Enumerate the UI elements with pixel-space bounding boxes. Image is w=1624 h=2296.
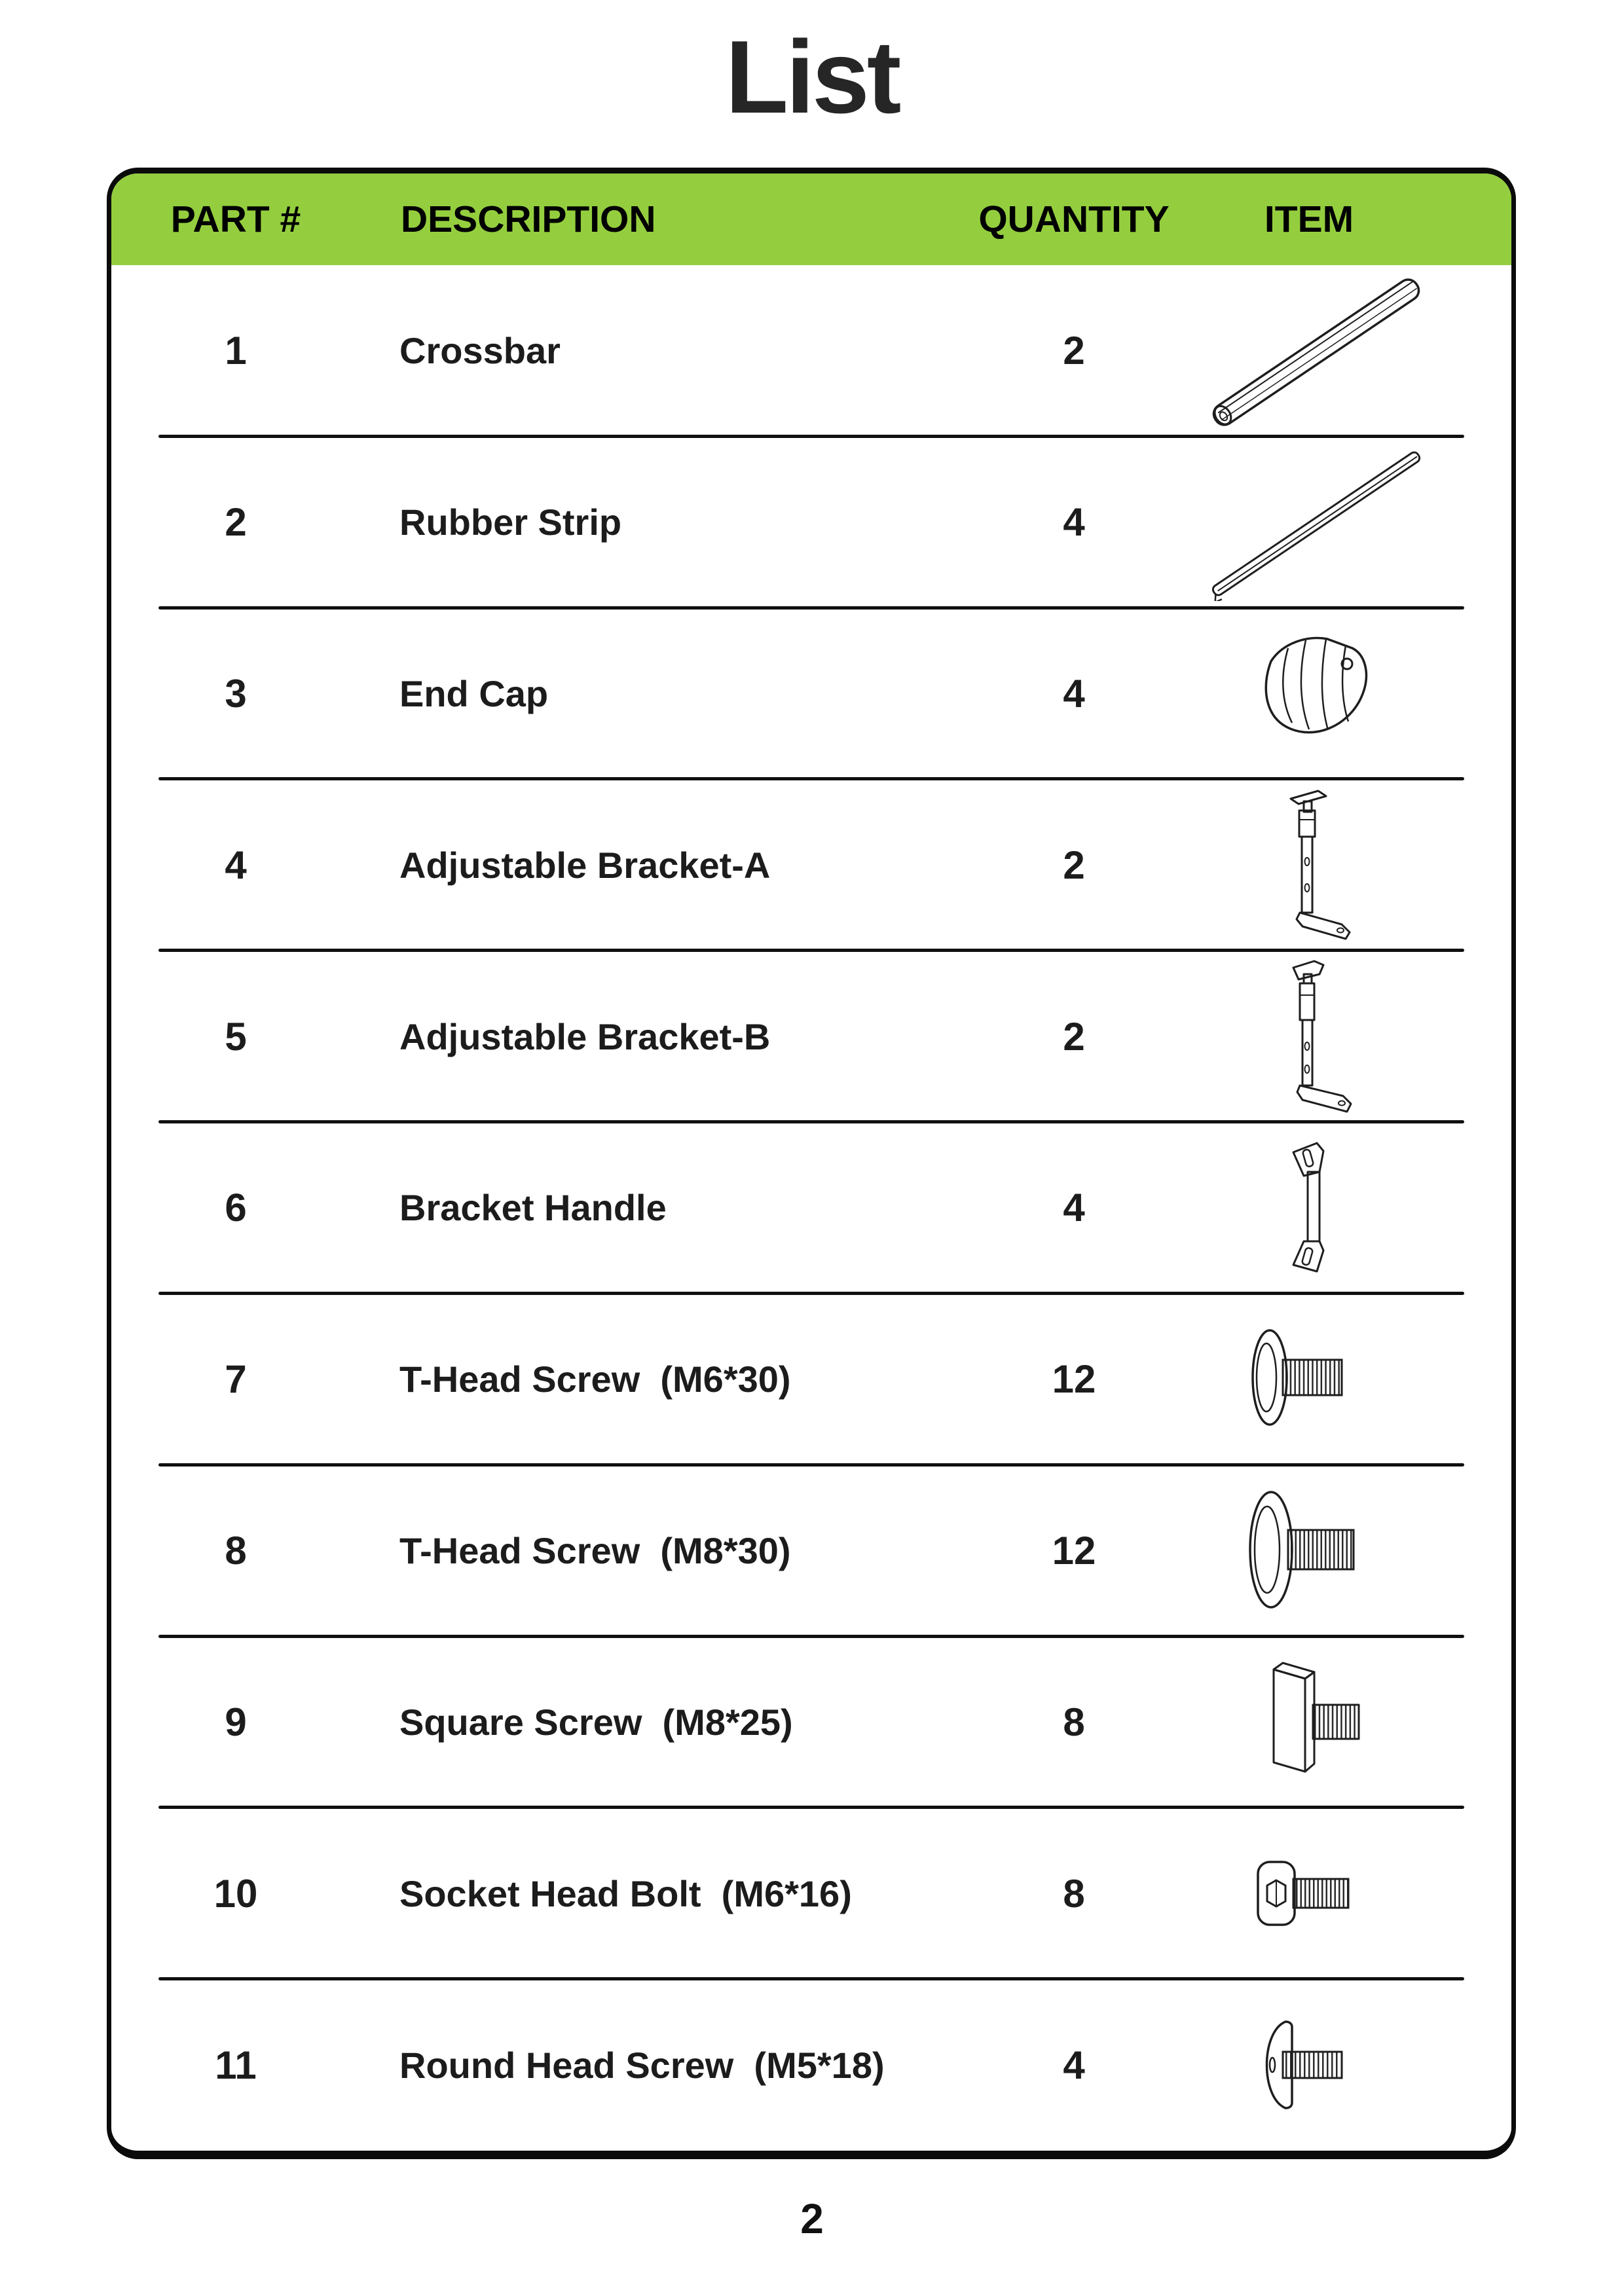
part-quantity: 8 <box>1063 1871 1085 1916</box>
part-number: 6 <box>225 1186 247 1230</box>
part-item-cell <box>1198 444 1516 601</box>
part-item-cell <box>1198 1986 1511 2143</box>
table-row <box>111 1465 1511 1637</box>
part-quantity: 8 <box>1063 1700 1085 1744</box>
part-item-cell <box>1198 955 1511 1118</box>
column-header-quantity: QUANTITY <box>978 198 1170 240</box>
part-quantity: 2 <box>1063 329 1085 373</box>
part-number: 8 <box>225 1529 247 1573</box>
parts-table <box>107 168 1516 2159</box>
part-item-cell <box>1198 1126 1511 1290</box>
part-item-cell <box>1198 1815 1511 1972</box>
column-header-description: DESCRIPTION <box>401 198 656 240</box>
part-number: 10 <box>213 1871 258 1916</box>
part-description: T-Head Screw (M8*30) <box>399 1530 791 1572</box>
t-head-screw-m8-image <box>1230 1472 1388 1630</box>
part-description: T-Head Screw (M6*30) <box>399 1358 791 1400</box>
part-quantity: 4 <box>1063 1186 1085 1230</box>
part-description: Adjustable Bracket-A <box>399 844 771 886</box>
part-item-cell <box>1198 272 1516 429</box>
part-description: Adjustable Bracket-B <box>399 1015 771 1057</box>
t-head-screw-m6-image <box>1230 1301 1388 1458</box>
part-quantity: 4 <box>1063 672 1085 716</box>
part-quantity: 4 <box>1063 2043 1085 2087</box>
part-description: Socket Head Bolt (M6*16) <box>399 1872 852 1914</box>
round-head-screw-image <box>1230 1986 1388 2143</box>
part-number: 5 <box>225 1014 247 1059</box>
part-quantity: 12 <box>1052 1529 1096 1573</box>
part-item-cell <box>1198 1472 1511 1630</box>
adjustable-bracket-b-image <box>1230 955 1388 1118</box>
table-body <box>111 265 1511 2151</box>
crossbar-image <box>1198 272 1434 429</box>
table-row <box>111 265 1511 437</box>
part-description: Rubber Strip <box>399 501 622 543</box>
page-number: 2 <box>800 2195 824 2242</box>
table-header-row <box>111 173 1511 265</box>
part-description: Square Screw (M8*25) <box>399 1701 793 1743</box>
table-row <box>111 437 1511 608</box>
part-quantity: 2 <box>1063 843 1085 887</box>
part-description: Crossbar <box>399 330 561 372</box>
socket-head-bolt-image <box>1230 1815 1388 1972</box>
page-title: List <box>725 20 899 135</box>
table-row <box>111 951 1511 1122</box>
column-header-item: ITEM <box>1264 198 1354 240</box>
part-item-cell <box>1198 615 1511 773</box>
part-number: 7 <box>225 1357 247 1402</box>
table-row <box>111 1294 1511 1465</box>
part-quantity: 2 <box>1063 1014 1085 1059</box>
part-description: Bracket Handle <box>399 1187 667 1229</box>
part-item-cell <box>1198 1643 1511 1800</box>
part-description: End Cap <box>399 673 549 715</box>
table-row <box>111 608 1511 780</box>
column-header-part: PART # <box>170 198 301 240</box>
rubber-strip-image <box>1198 444 1434 601</box>
part-number: 2 <box>225 500 247 545</box>
table-row <box>111 1122 1511 1294</box>
part-number: 1 <box>225 329 247 373</box>
adjustable-bracket-a-image <box>1230 783 1388 947</box>
part-number: 3 <box>225 672 247 716</box>
table-row <box>111 1637 1511 1808</box>
table-row <box>111 779 1511 951</box>
part-quantity: 4 <box>1063 500 1085 545</box>
square-screw-image <box>1230 1643 1388 1800</box>
end-cap-image <box>1230 615 1388 773</box>
part-number: 4 <box>225 843 247 887</box>
part-quantity: 12 <box>1052 1357 1096 1402</box>
bracket-handle-image <box>1230 1126 1388 1290</box>
part-number: 11 <box>215 2043 257 2087</box>
table-row <box>111 1979 1511 2151</box>
part-item-cell <box>1198 783 1511 947</box>
part-item-cell <box>1198 1301 1511 1458</box>
part-description: Round Head Screw (M5*18) <box>399 2044 885 2086</box>
part-number: 9 <box>225 1700 247 1744</box>
table-row <box>111 1808 1511 1979</box>
